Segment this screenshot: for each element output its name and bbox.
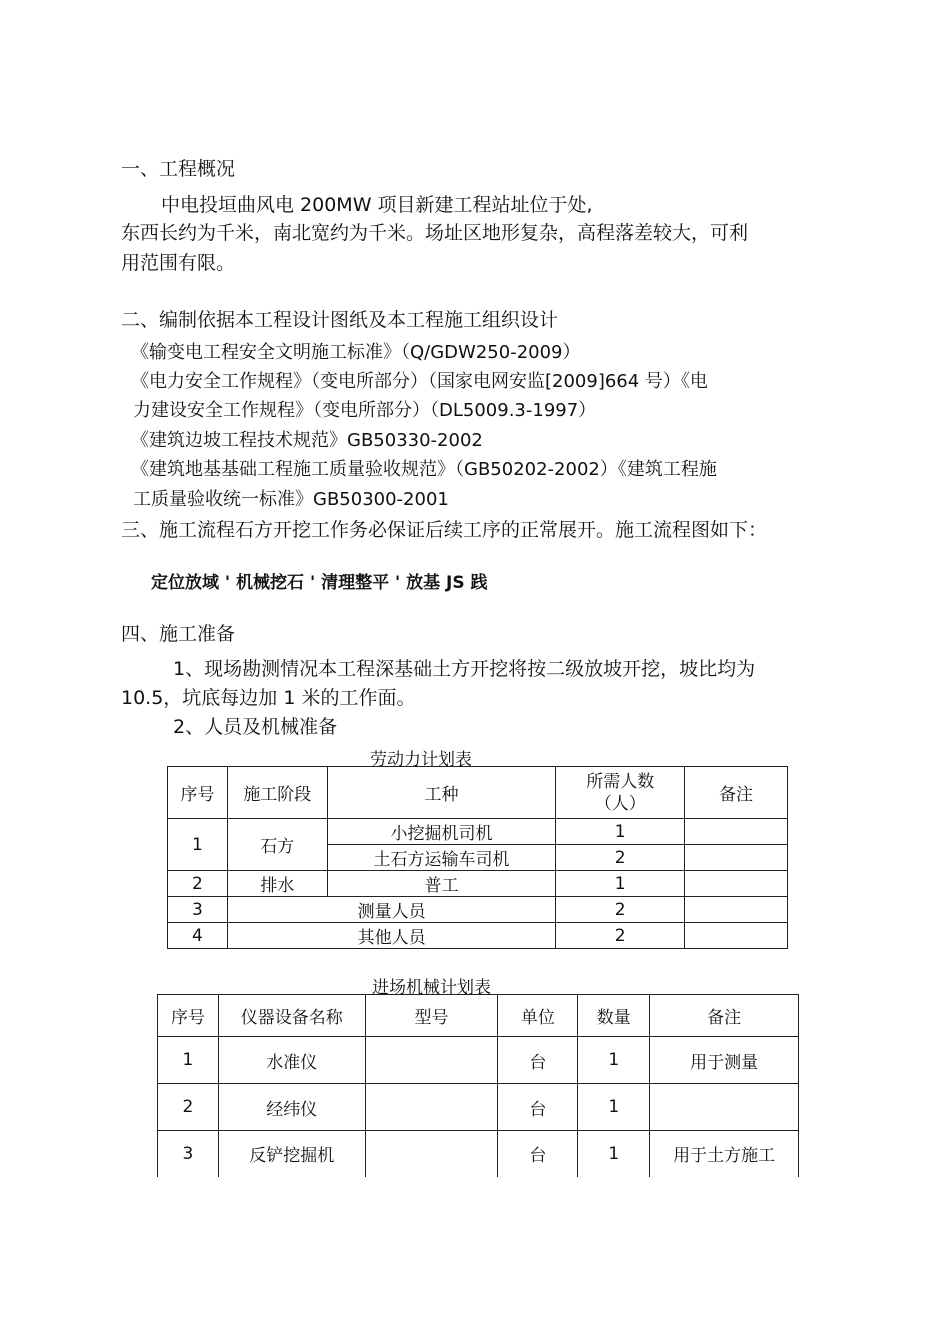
table-cell: 台	[498, 1131, 578, 1177]
header-cell: 单位	[498, 995, 578, 1037]
table-cell: 1	[578, 1084, 650, 1131]
reference-1: 《输变电工程安全文明施工标准》（Q/GDW250-2009）	[131, 342, 581, 363]
table-cell: 3	[168, 897, 228, 923]
table-row	[158, 1084, 799, 1131]
table-cell: 台	[498, 1084, 578, 1131]
table-cell: 用于土方施工	[650, 1131, 799, 1177]
header-cell: 施工阶段	[227, 767, 327, 819]
prep-item-2: 2、人员及机械准备	[173, 716, 338, 738]
table-cell: 2	[168, 871, 228, 897]
prep-item-1-line-2: 10.5，坑底每边加 1 米的工作面。	[121, 687, 416, 709]
header-cell: 仪器设备名称	[218, 995, 365, 1037]
reference-3: 《建筑边坡工程技术规范》GB50330-2002	[131, 430, 483, 451]
machine-table-header-row	[158, 995, 799, 1037]
section-4-heading: 四、施工准备	[121, 623, 236, 645]
table-cell: 3	[158, 1131, 219, 1177]
table-cell: 台	[498, 1037, 578, 1084]
table-cell: 测量人员	[227, 897, 555, 923]
table-cell: 土石方运输车司机	[327, 845, 556, 871]
section-1-paragraph-line-3: 用范围有限。	[121, 252, 236, 274]
table-row	[168, 819, 788, 845]
table-cell: 1	[556, 871, 685, 897]
reference-2-line-2: 力建设安全工作规程》（变电所部分）（DL5009.3-1997）	[133, 400, 597, 421]
table-cell	[685, 871, 788, 897]
table-cell	[365, 1084, 498, 1131]
prep-item-1-line-1: 1、现场勘测情况本工程深基础土方开挖将按二级放坡开挖，坡比均为	[173, 658, 756, 680]
table-cell: 1	[578, 1131, 650, 1177]
section-1-paragraph-line-1: 中电投垣曲风电 200MW 项目新建工程站址位于处,	[161, 194, 593, 216]
table-cell: 2	[158, 1084, 219, 1131]
section-1-heading: 一、工程概况	[121, 158, 236, 180]
header-text: （人）	[594, 793, 646, 814]
table-cell: 2	[556, 845, 685, 871]
table-cell: 用于测量	[650, 1037, 799, 1084]
table-cell	[685, 923, 788, 949]
table-cell: 2	[556, 923, 685, 949]
table-cell: 1	[168, 819, 228, 871]
table-cell: 1	[158, 1037, 219, 1084]
section-1-paragraph-line-2: 东西长约为千米，南北宽约为千米。场址区地形复杂，高程落差较大，可利	[121, 222, 749, 244]
table-cell	[685, 819, 788, 845]
table-cell: 经纬仪	[218, 1084, 365, 1131]
table-cell: 2	[556, 897, 685, 923]
labor-table	[167, 766, 788, 949]
table-cell	[365, 1131, 498, 1177]
header-text: 所需人数	[586, 771, 655, 792]
labor-table-caption: 劳动力计划表	[370, 750, 472, 770]
header-cell: 序号	[158, 995, 219, 1037]
table-cell: 4	[168, 923, 228, 949]
table-cell	[365, 1037, 498, 1084]
header-cell: 数量	[578, 995, 650, 1037]
table-cell	[685, 845, 788, 871]
machine-table-caption: 进场机械计划表	[372, 978, 491, 998]
labor-table-header-row	[168, 767, 788, 819]
table-cell: 普工	[327, 871, 556, 897]
table-cell: 其他人员	[227, 923, 555, 949]
table-cell: 1	[556, 819, 685, 845]
header-cell: 序号	[168, 767, 228, 819]
header-cell: 备注	[685, 767, 788, 819]
table-row	[168, 871, 788, 897]
table-cell: 1	[578, 1037, 650, 1084]
section-3-heading: 三、施工流程石方开挖工作务必保证后续工序的正常展开。施工流程图如下：	[121, 519, 768, 541]
machine-table	[157, 994, 799, 1177]
flow-chart-text: 定位放域 ' 机械挖石 ' 清理整平 ' 放基 JS 践	[151, 573, 488, 593]
table-cell: 排水	[227, 871, 327, 897]
table-cell: 小挖掘机司机	[327, 819, 556, 845]
table-row	[158, 1037, 799, 1084]
header-cell: 型号	[365, 995, 498, 1037]
header-cell: 工种	[327, 767, 556, 819]
header-cell	[556, 767, 685, 819]
table-cell: 石方	[227, 819, 327, 871]
table-cell	[685, 897, 788, 923]
table-row	[168, 897, 788, 923]
table-cell	[650, 1084, 799, 1131]
section-2-heading: 二、编制依据本工程设计图纸及本工程施工组织设计	[121, 309, 559, 331]
table-row	[158, 1131, 799, 1177]
table-cell: 水准仪	[218, 1037, 365, 1084]
reference-2-line-1: 《电力安全工作规程》（变电所部分）（国家电网安监[2009]664 号）《电	[131, 371, 708, 392]
table-cell: 反铲挖掘机	[218, 1131, 365, 1177]
reference-4-line-1: 《建筑地基基础工程施工质量验收规范》（GB50202-2002）《建筑工程施	[131, 459, 717, 480]
reference-4-line-2: 工质量验收统一标准》GB50300-2001	[133, 489, 449, 510]
table-row	[168, 923, 788, 949]
header-cell: 备注	[650, 995, 799, 1037]
